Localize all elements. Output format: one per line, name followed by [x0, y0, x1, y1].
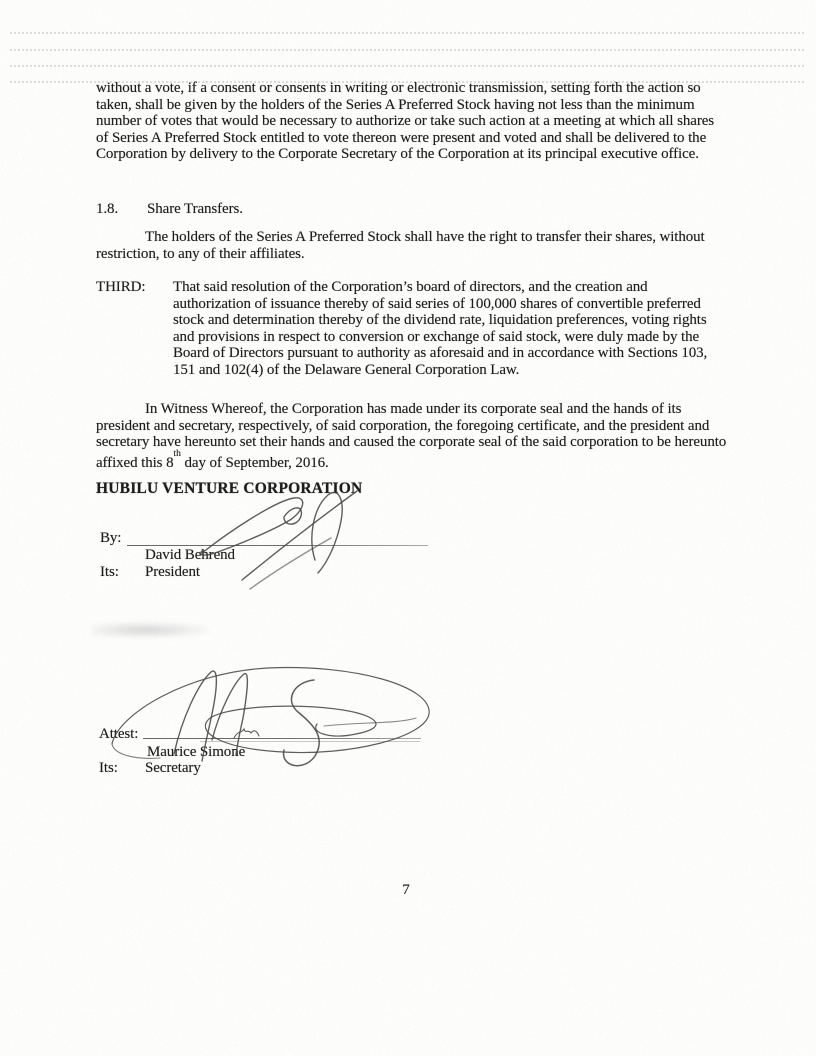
president-name: David Behrend — [145, 547, 235, 563]
section-title: Share Transfers. — [147, 201, 243, 217]
company-name: HUBILU VENTURE CORPORATION — [96, 480, 363, 497]
secretary-signature-line-2 — [200, 741, 420, 742]
witness-paragraph — [96, 401, 728, 471]
witness-text-pre: In Witness Whereof, the Corporation has made under its corporate seal and the hands of its president and secretary, respectively, of said corporation, the foregoing certificate, and the president and secretary have hereunto set their hands and caused the corporate seal of the said corporation to be hereunto affixed this 8 — [96, 401, 730, 471]
president-signature-line — [127, 545, 428, 546]
president-its-label: Its: — [100, 564, 119, 580]
secretary-its-label: Its: — [99, 760, 118, 776]
president-title: President — [145, 564, 200, 580]
third-body: That said resolution of the Corporation’s board of directors, and the creation and authorization of issuance thereby of said series of 100,000 shares of convertible preferred stock and determination thereby of the dividend rate, liquidation preferences, voting rights and provisions in respect to conversion or exchange of said stock, were duly made by the Board of Directors pursuant to authority as aforesaid and in accordance with Sections 103, 151 and 102(4) of the Delaware General Corporation Law. — [173, 279, 711, 378]
section-number: 1.8. — [96, 201, 119, 217]
secretary-title: Secretary — [145, 760, 201, 776]
scan-artifact-line — [10, 65, 804, 67]
share-transfers-paragraph: The holders of the Series A Preferred Stock shall have the right to transfer their shares, without restriction, to any of their affiliates. — [96, 229, 709, 262]
by-label: By: — [100, 530, 122, 546]
scan-artifact-line — [10, 32, 804, 34]
intro-paragraph: without a vote, if a consent or consents in writing or electronic transmission, setting forth the action so taken, shall be given by the holders of the Series A Preferred Stock having not less than the minimum number of votes that would be necessary to authorize or take such action at a meeting at which all shares of Series A Preferred Stock entitled to vote thereon were present and voted and shall be delivered to the Corporation by delivery to the Corporate Secretary of the Corporation at its principal executive office. — [96, 80, 718, 163]
secretary-name: Maurice Simone — [147, 744, 246, 760]
third-label: THIRD: — [96, 279, 146, 295]
witness-ordinal-suffix: th — [173, 449, 181, 460]
scan-artifact-line — [10, 49, 804, 51]
scan-smudge — [92, 622, 210, 638]
secretary-signature-line — [143, 738, 421, 739]
witness-text-post: day of September, 2016. — [180, 454, 329, 471]
page-number: 7 — [402, 882, 410, 898]
signature-david-behrend — [180, 483, 370, 593]
attest-label: Attest: — [99, 726, 139, 742]
